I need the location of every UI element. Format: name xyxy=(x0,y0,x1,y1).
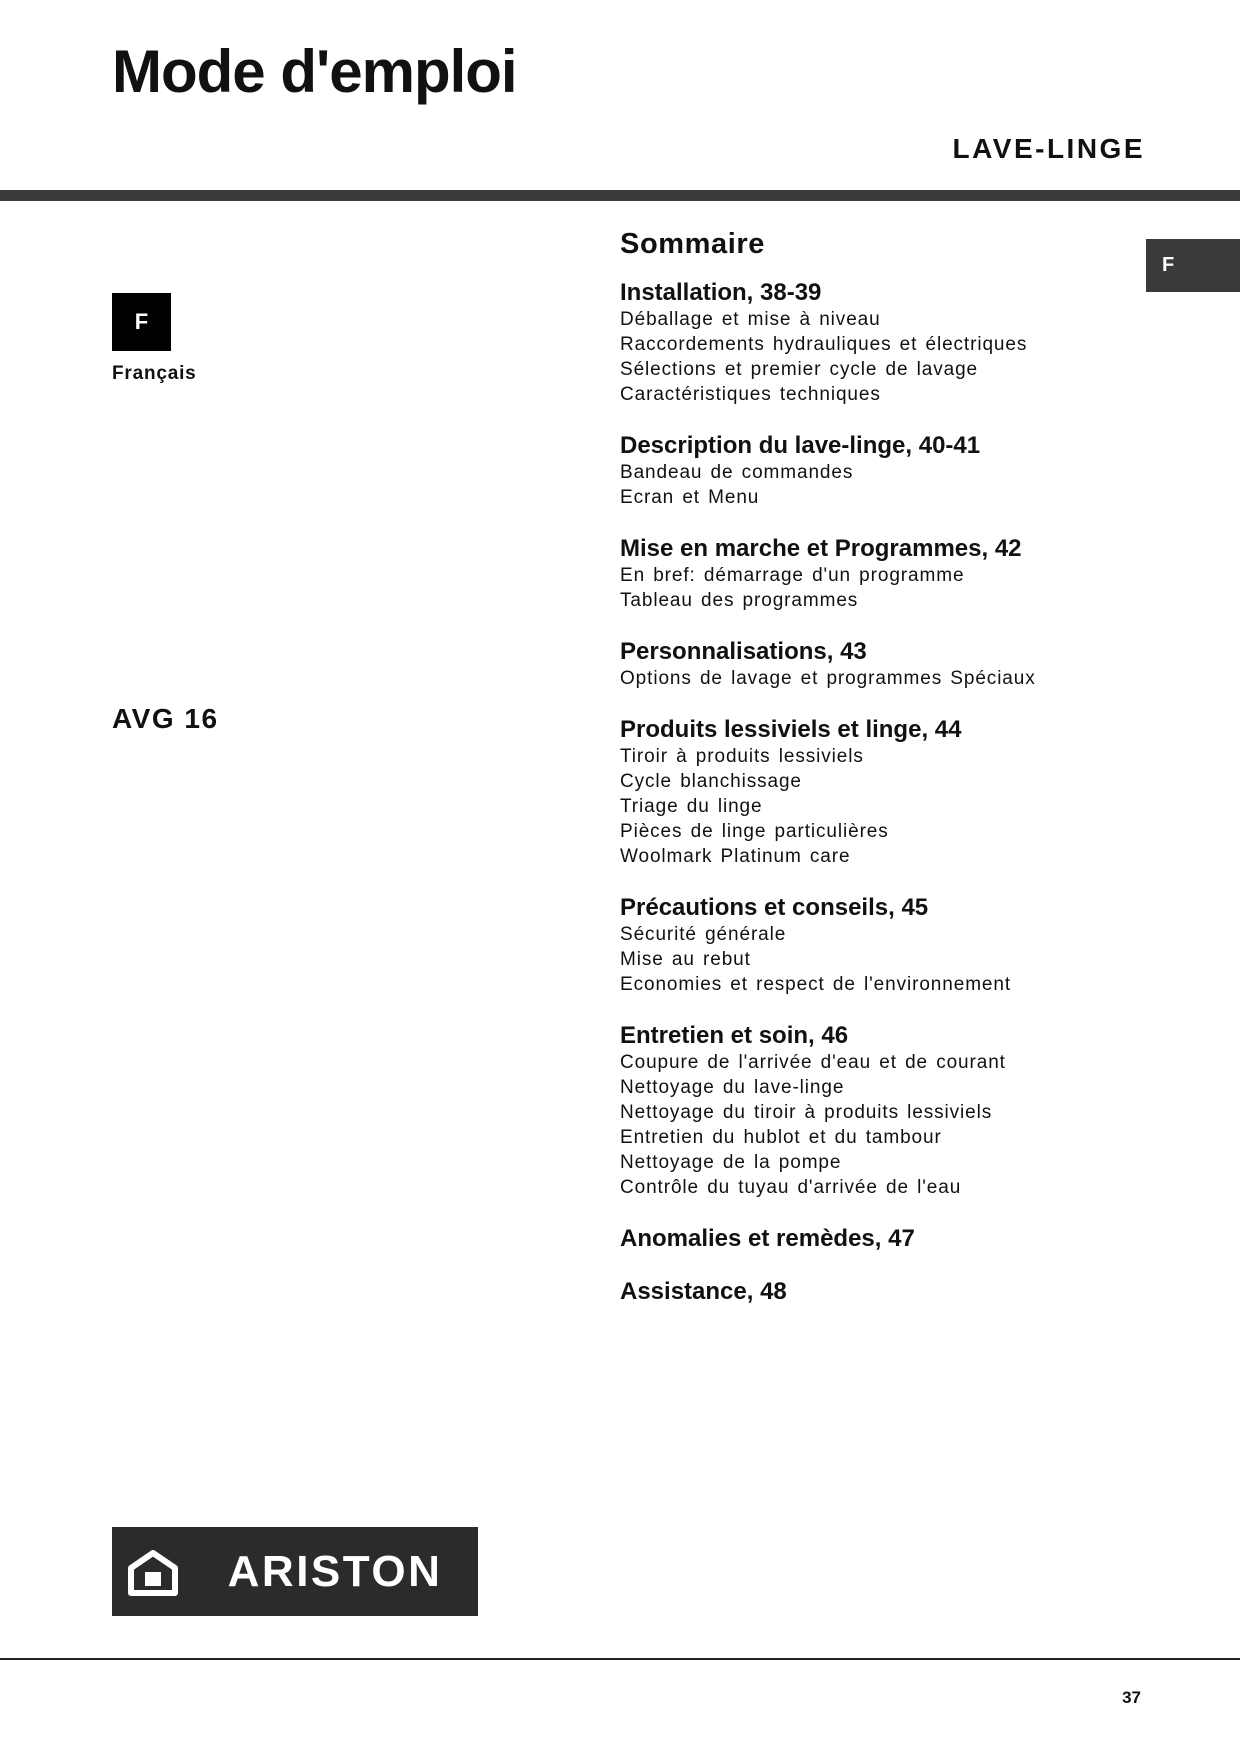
toc-item: Sécurité générale xyxy=(620,924,787,945)
toc-item: Déballage et mise à niveau xyxy=(620,309,881,330)
toc-heading: Entretien et soin, 46 xyxy=(620,1022,849,1049)
toc-item: Tiroir à produits lessiviels xyxy=(620,746,864,767)
page-number: 37 xyxy=(1122,1688,1141,1707)
toc-item: Nettoyage du tiroir à produits lessiviels xyxy=(620,1102,993,1123)
toc-section xyxy=(620,637,1180,691)
toc-item: Economies et respect de l'environnement xyxy=(620,974,1012,995)
toc-heading: Installation, 38-39 xyxy=(620,279,822,306)
toc-section xyxy=(620,1021,1180,1200)
toc-heading: Personnalisations, 43 xyxy=(620,638,867,665)
toc-section xyxy=(620,278,1180,407)
toc-item: Contrôle du tuyau d'arrivée de l'eau xyxy=(620,1177,962,1198)
toc-section xyxy=(620,893,1180,997)
toc-heading: Assistance, 48 xyxy=(620,1278,787,1305)
toc-item: Woolmark Platinum care xyxy=(620,846,851,867)
toc-item: Ecran et Menu xyxy=(620,487,760,508)
toc-item: Caractéristiques techniques xyxy=(620,384,881,405)
toc-item: Pièces de linge particulières xyxy=(620,821,889,842)
toc-item: Tableau des programmes xyxy=(620,590,859,611)
language-name: Français xyxy=(112,363,197,384)
footer-divider xyxy=(0,1658,1240,1660)
toc-item: Cycle blanchissage xyxy=(620,771,802,792)
toc-item: Triage du linge xyxy=(620,796,763,817)
toc-heading: Précautions et conseils, 45 xyxy=(620,894,929,921)
toc-item: Coupure de l'arrivée d'eau et de courant xyxy=(620,1052,1006,1073)
toc-item: Entretien du hublot et du tambour xyxy=(620,1127,942,1148)
toc-item: Sélections et premier cycle de lavage xyxy=(620,359,979,380)
table-of-contents xyxy=(620,226,1180,1330)
toc-item: Options de lavage et programmes Spéciaux xyxy=(620,668,1036,689)
brand-name: ARISTON xyxy=(227,1547,443,1596)
page-title: Mode d'emploi xyxy=(112,38,517,105)
toc-item: Nettoyage de la pompe xyxy=(620,1152,842,1173)
toc-item: Raccordements hydrauliques et électriques xyxy=(620,334,1028,355)
toc-heading: Anomalies et remèdes, 47 xyxy=(620,1225,915,1252)
language-tab: F xyxy=(1146,239,1240,292)
toc-section xyxy=(620,534,1180,613)
toc-section xyxy=(620,1224,1180,1253)
product-category: LAVE-LINGE xyxy=(952,133,1145,164)
toc-item: Nettoyage du lave-linge xyxy=(620,1077,845,1098)
house-icon xyxy=(128,1550,178,1596)
toc-section xyxy=(620,1277,1180,1306)
toc-section xyxy=(620,431,1180,510)
toc-item: Mise au rebut xyxy=(620,949,751,970)
brand-logo xyxy=(112,1527,478,1616)
toc-item: Bandeau de commandes xyxy=(620,462,854,483)
toc-heading: Mise en marche et Programmes, 42 xyxy=(620,535,1022,562)
toc-item: En bref: démarrage d'un programme xyxy=(620,565,965,586)
toc-heading: Produits lessiviels et linge, 44 xyxy=(620,716,962,743)
model-number: AVG 16 xyxy=(112,703,219,734)
toc-heading: Description du lave-linge, 40-41 xyxy=(620,432,981,459)
toc-section xyxy=(620,715,1180,869)
toc-title: Sommaire xyxy=(620,228,766,260)
header-divider xyxy=(0,190,1240,201)
language-code-badge: F xyxy=(112,293,171,351)
